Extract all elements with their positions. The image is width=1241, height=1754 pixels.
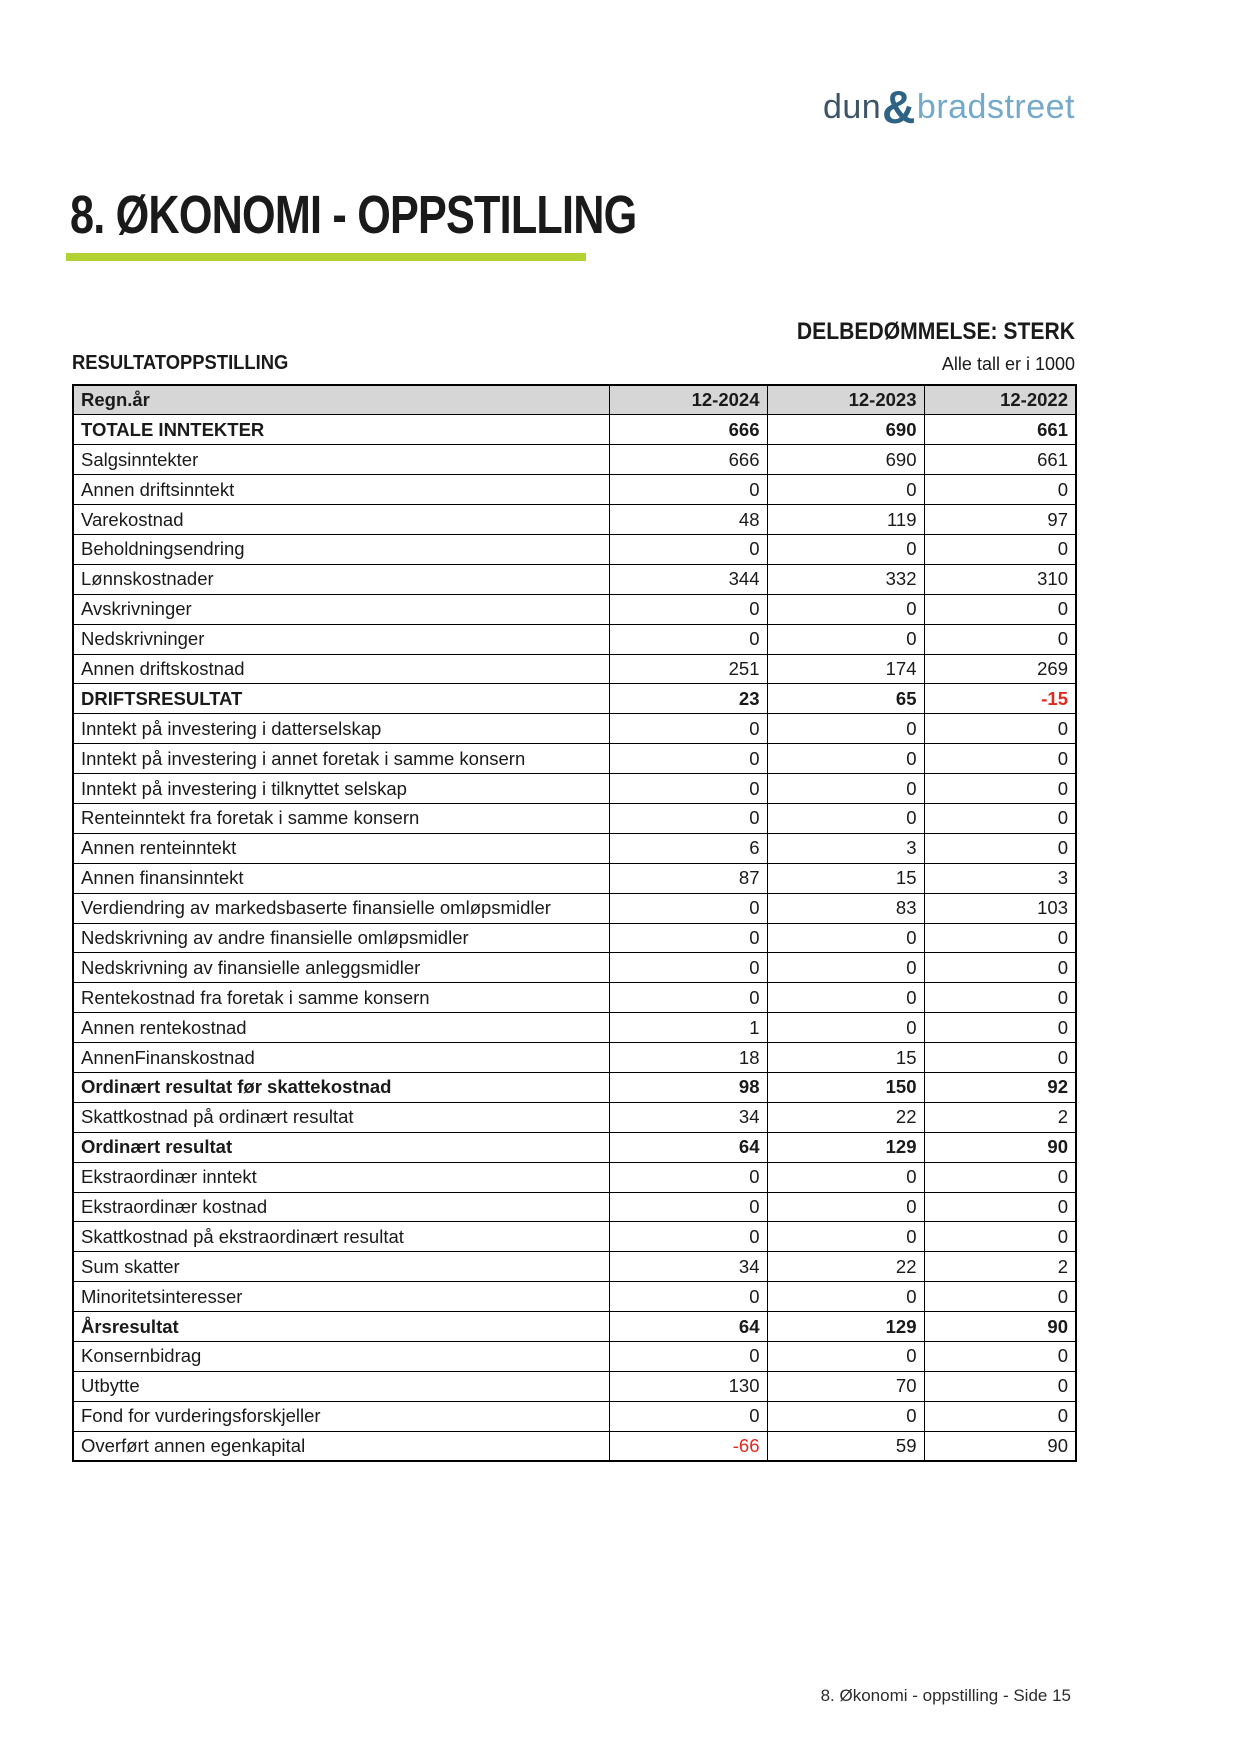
table-row [73,1342,1076,1372]
table-row [73,893,1076,923]
value-cell: 666 [609,415,767,445]
value-cell: 0 [767,475,924,505]
row-label-cell: Annen driftsinntekt [73,475,609,505]
value-cell: 3 [767,833,924,863]
value-cell: 0 [609,1282,767,1312]
value-cell: 64 [609,1132,767,1162]
table-row [73,1072,1076,1102]
value-cell: 0 [767,624,924,654]
value-cell: 0 [924,1043,1076,1073]
value-cell: -15 [924,684,1076,714]
value-cell: 90 [924,1312,1076,1342]
value-cell: 0 [924,1013,1076,1043]
value-cell: 1 [609,1013,767,1043]
row-label-cell: Avskrivninger [73,594,609,624]
row-label-cell: Renteinntekt fra foretak i samme konsern [73,803,609,833]
value-cell: 0 [924,983,1076,1013]
row-label-cell: Ekstraordinær inntekt [73,1162,609,1192]
row-label-cell: Verdiendring av markedsbaserte finansielle omløpsmidler [73,893,609,923]
value-cell: 129 [767,1132,924,1162]
row-label-cell: Ekstraordinær kostnad [73,1192,609,1222]
value-cell: 0 [767,803,924,833]
value-cell: 34 [609,1102,767,1132]
table-row [73,505,1076,535]
value-cell: 0 [924,594,1076,624]
value-cell: 18 [609,1043,767,1073]
logo-dun: dun [822,88,882,126]
section-head [72,352,1075,375]
row-label-cell: Nedskrivning av finansielle anleggsmidler [73,953,609,983]
value-cell: 87 [609,863,767,893]
row-label-cell: Varekostnad [73,505,609,535]
value-cell: 0 [609,744,767,774]
value-cell: 59 [767,1431,924,1461]
title-underline [66,253,586,261]
table-row [73,1162,1076,1192]
value-cell: 0 [924,803,1076,833]
value-cell: 0 [924,774,1076,804]
table-row [73,744,1076,774]
row-label-cell: Inntekt på investering i annet foretak i samme konsern [73,744,609,774]
result-table [72,384,1077,1462]
table-row [73,833,1076,863]
row-label-cell: Konsernbidrag [73,1342,609,1372]
table-row [73,1252,1076,1282]
table-row [73,684,1076,714]
value-cell: 0 [924,1282,1076,1312]
value-cell: 0 [609,534,767,564]
row-label-cell: Skattkostnad på ekstraordinært resultat [73,1222,609,1252]
value-cell: 0 [924,1162,1076,1192]
value-cell: 0 [767,1222,924,1252]
value-cell: 0 [924,833,1076,863]
value-cell: 0 [924,475,1076,505]
table-row [73,475,1076,505]
value-cell: 0 [924,624,1076,654]
value-cell: -66 [609,1431,767,1461]
row-label-cell: Ordinært resultat [73,1132,609,1162]
row-label-cell: Annen renteinntekt [73,833,609,863]
value-cell: 90 [924,1431,1076,1461]
value-cell: 0 [609,714,767,744]
value-cell: 0 [609,1401,767,1431]
row-label-cell: Minoritetsinteresser [73,1282,609,1312]
value-cell: 150 [767,1072,924,1102]
table-row [73,1013,1076,1043]
value-cell: 0 [767,594,924,624]
table-row [73,654,1076,684]
row-label-cell: Skattkostnad på ordinært resultat [73,1102,609,1132]
value-cell: 48 [609,505,767,535]
value-cell: 666 [609,445,767,475]
table-row [73,1401,1076,1431]
value-cell: 83 [767,893,924,923]
value-cell: 98 [609,1072,767,1102]
value-cell: 0 [767,714,924,744]
table-row [73,923,1076,953]
table-row [73,774,1076,804]
value-cell: 15 [767,1043,924,1073]
value-cell: 0 [767,1282,924,1312]
row-label-cell: Utbytte [73,1371,609,1401]
value-cell: 0 [767,1192,924,1222]
value-cell: 65 [767,684,924,714]
value-cell: 0 [767,923,924,953]
value-cell: 332 [767,564,924,594]
value-cell: 0 [609,953,767,983]
logo-bradstreet: bradstreet [916,88,1075,126]
table-header-row [73,385,1076,415]
value-cell: 22 [767,1102,924,1132]
value-cell: 0 [609,1192,767,1222]
page-title: 8. ØKONOMI - OPPSTILLING [70,185,637,245]
dnb-logo [823,80,1075,134]
column-header-year: 12-2022 [924,385,1076,415]
table-row [73,803,1076,833]
value-cell: 0 [924,1401,1076,1431]
value-cell: 344 [609,564,767,594]
table-row [73,564,1076,594]
row-label-cell: Salgsinntekter [73,445,609,475]
value-cell: 70 [767,1371,924,1401]
value-cell: 0 [609,1222,767,1252]
row-label-cell: Inntekt på investering i datterselskap [73,714,609,744]
value-cell: 6 [609,833,767,863]
page-footer: 8. Økonomi - oppstilling - Side 15 [820,1686,1071,1705]
value-cell: 15 [767,863,924,893]
table-row [73,1431,1076,1461]
value-cell: 0 [609,1162,767,1192]
value-cell: 0 [767,953,924,983]
value-cell: 690 [767,445,924,475]
table-row [73,983,1076,1013]
row-label-cell: Nedskrivninger [73,624,609,654]
table-row [73,1192,1076,1222]
column-header-label: Regn.år [73,385,609,415]
value-cell: 0 [609,594,767,624]
value-cell: 0 [924,744,1076,774]
row-label-cell: Inntekt på investering i tilknyttet selskap [73,774,609,804]
value-cell: 0 [767,983,924,1013]
value-cell: 22 [767,1252,924,1282]
assessment-heading: DELBEDØMMELSE: STERK [796,318,1075,345]
row-label-cell: AnnenFinanskostnad [73,1043,609,1073]
row-label-cell: Nedskrivning av andre finansielle omløpsmidler [73,923,609,953]
table-row [73,953,1076,983]
column-header-year: 12-2023 [767,385,924,415]
value-cell: 0 [767,1401,924,1431]
column-header-year: 12-2024 [609,385,767,415]
row-label-cell: TOTALE INNTEKTER [73,415,609,445]
value-cell: 269 [924,654,1076,684]
value-cell: 0 [609,624,767,654]
value-cell: 0 [924,923,1076,953]
value-cell: 661 [924,445,1076,475]
table-row [73,1132,1076,1162]
value-cell: 0 [609,923,767,953]
value-cell: 0 [767,744,924,774]
table-row [73,1312,1076,1342]
row-label-cell: DRIFTSRESULTAT [73,684,609,714]
value-cell: 90 [924,1132,1076,1162]
row-label-cell: Sum skatter [73,1252,609,1282]
row-label-cell: Ordinært resultat før skattekostnad [73,1072,609,1102]
table-body [73,415,1076,1461]
table-row [73,594,1076,624]
value-cell: 0 [924,953,1076,983]
row-label-cell: Fond for vurderingsforskjeller [73,1401,609,1431]
row-label-cell: Rentekostnad fra foretak i samme konsern [73,983,609,1013]
value-cell: 0 [767,774,924,804]
table-row [73,714,1076,744]
value-cell: 103 [924,893,1076,923]
row-label-cell: Lønnskostnader [73,564,609,594]
table-row [73,534,1076,564]
table-row [73,1371,1076,1401]
value-cell: 0 [924,714,1076,744]
value-cell: 2 [924,1252,1076,1282]
value-cell: 34 [609,1252,767,1282]
value-cell: 661 [924,415,1076,445]
value-cell: 0 [609,803,767,833]
value-cell: 64 [609,1312,767,1342]
table-row [73,415,1076,445]
value-cell: 23 [609,684,767,714]
value-cell: 0 [924,1342,1076,1372]
value-cell: 119 [767,505,924,535]
value-cell: 0 [767,1013,924,1043]
table-row [73,1102,1076,1132]
value-cell: 0 [609,983,767,1013]
value-cell: 0 [924,1371,1076,1401]
table-row [73,624,1076,654]
table-row [73,445,1076,475]
row-label-cell: Annen finansinntekt [73,863,609,893]
value-cell: 0 [767,534,924,564]
row-label-cell: Beholdningsendring [73,534,609,564]
value-cell: 690 [767,415,924,445]
value-cell: 0 [924,534,1076,564]
table-header [73,385,1076,415]
value-cell: 0 [767,1342,924,1372]
value-cell: 251 [609,654,767,684]
row-label-cell: Overført annen egenkapital [73,1431,609,1461]
value-cell: 0 [609,893,767,923]
value-cell: 3 [924,863,1076,893]
value-cell: 130 [609,1371,767,1401]
value-cell: 92 [924,1072,1076,1102]
table-row [73,1282,1076,1312]
value-cell: 174 [767,654,924,684]
logo-ampersand-icon: & [882,81,916,133]
value-cell: 0 [609,1342,767,1372]
value-cell: 0 [609,475,767,505]
units-note: Alle tall er i 1000 [941,354,1075,374]
value-cell: 310 [924,564,1076,594]
table-row [73,863,1076,893]
row-label-cell: Årsresultat [73,1312,609,1342]
value-cell: 0 [924,1222,1076,1252]
table-row [73,1043,1076,1073]
value-cell: 0 [609,774,767,804]
value-cell: 0 [924,1192,1076,1222]
value-cell: 2 [924,1102,1076,1132]
value-cell: 0 [767,1162,924,1192]
row-label-cell: Annen driftskostnad [73,654,609,684]
value-cell: 97 [924,505,1076,535]
table-title: RESULTATOPPSTILLING [72,352,289,374]
row-label-cell: Annen rentekostnad [73,1013,609,1043]
table-row [73,1222,1076,1252]
value-cell: 129 [767,1312,924,1342]
